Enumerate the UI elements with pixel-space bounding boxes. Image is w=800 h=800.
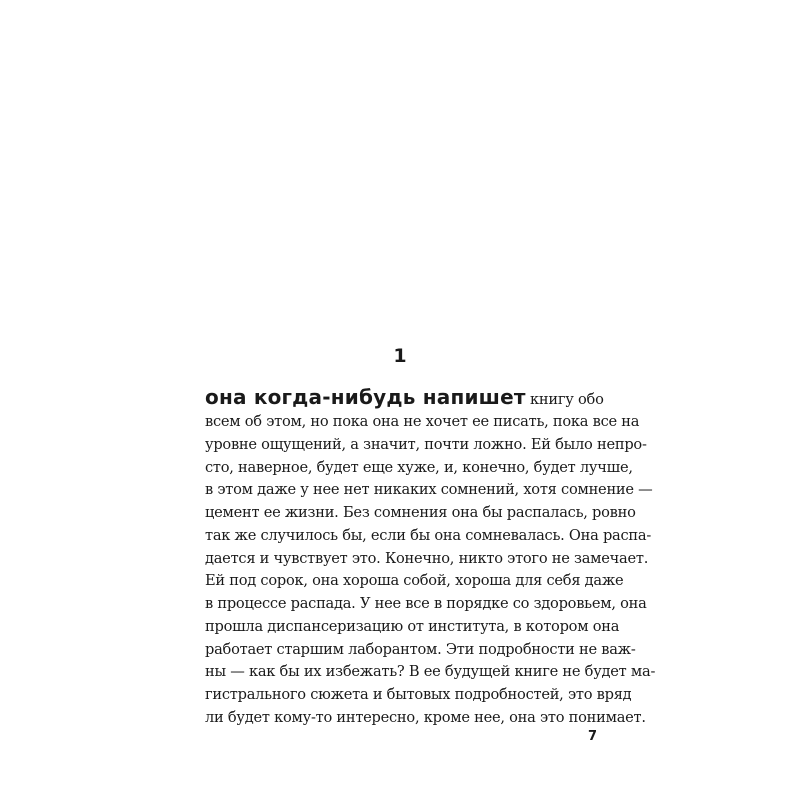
text-line-11: прошла диспансеризацию от института, в котором она [205, 617, 620, 635]
text-line-4: сто, наверное, будет еще хуже, и, конечно, будет лучше, [205, 458, 633, 476]
text-line-15: ли будет кому-то интересно, кроме нее, она это понимает. [205, 708, 646, 726]
text-line-6: цемент ее жизни. Без сомнения она бы распалась, ровно [205, 504, 636, 521]
text-line-5: в этом даже у нее нет никаких сомнений, хотя сомнение — [205, 481, 653, 499]
chapter-number: 1 [393, 345, 407, 367]
text-line-10: в процессе распада. У нее все в порядке со здоровьем, она [205, 595, 647, 612]
first-line-rest: книгу обо [525, 391, 604, 408]
text-line-14: гистрального сюжета и бытовых подробностей, это вряд [205, 686, 632, 703]
lead-in-text: она когда-нибудь напишет [205, 385, 526, 409]
text-line-13: ны — как бы их избежать? В ее будущей книге не будет ма- [205, 663, 656, 681]
text-line-8: дается и чувствует это. Конечно, никто этого не замечает. [205, 549, 649, 567]
text-line-2: всем об этом, но пока она не хочет ее писать, пока все на [205, 413, 640, 430]
page-number: 7 [587, 729, 597, 744]
text-line-1 [205, 383, 604, 411]
text-line-9: Ей под сорок, она хороша собой, хороша для себя даже [205, 572, 624, 590]
body-text [205, 383, 656, 730]
text-line-7: так же случилось бы, если бы она сомневалась. Она распа- [205, 526, 652, 544]
text-line-12: работает старшим лаборантом. Эти подробности не важ- [205, 640, 636, 658]
text-line-3: уровне ощущений, а значит, почти ложно. Ей было непро- [205, 435, 647, 453]
